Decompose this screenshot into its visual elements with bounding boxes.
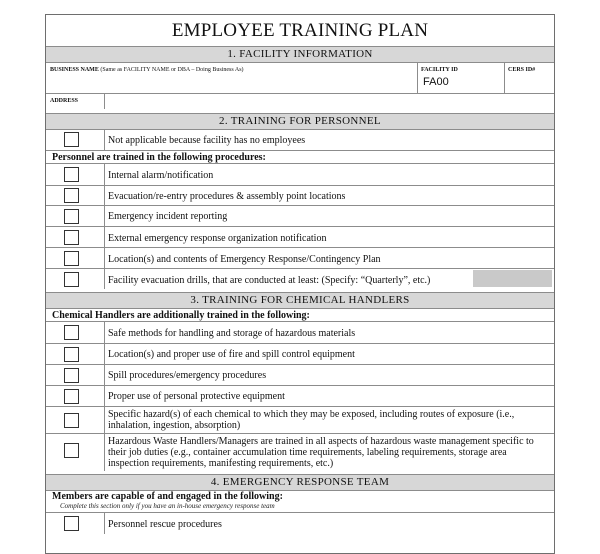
not-applicable-row xyxy=(46,129,554,150)
response-team-note: Complete this section only if you have an in-house emergency response team xyxy=(60,502,275,510)
address-label: ADDRESS xyxy=(50,98,79,104)
chemical-item-row xyxy=(46,343,554,364)
section-facility-information-header: 1. FACILITY INFORMATION xyxy=(46,46,554,62)
section-emergency-response-header: 4. EMERGENCY RESPONSE TEAM xyxy=(46,474,554,490)
chemical-item-checkbox[interactable] xyxy=(64,368,79,383)
personnel-subheading: Personnel are trained in the following procedures: xyxy=(46,150,554,163)
response-item-checkbox[interactable] xyxy=(64,516,79,531)
chemical-item-text: Proper use of personal protective equipment xyxy=(108,391,285,402)
address-row xyxy=(46,93,554,109)
training-plan-form xyxy=(45,14,555,554)
chemical-item-row xyxy=(46,385,554,406)
business-name-hint: (Same as FACILITY NAME or DBA – Doing Business As) xyxy=(100,67,244,73)
cers-id-label: CERS ID# xyxy=(508,67,536,73)
personnel-item-text: Facility evacuation drills, that are conducted at least: (Specify: “Quarterly”, etc.) xyxy=(108,275,431,286)
drill-frequency-input[interactable] xyxy=(473,270,552,287)
personnel-item-row xyxy=(46,226,554,247)
section-training-personnel-header: 2. TRAINING FOR PERSONNEL xyxy=(46,113,554,129)
personnel-item-checkbox[interactable] xyxy=(64,251,79,266)
personnel-item-checkbox[interactable] xyxy=(64,209,79,224)
business-name-label: BUSINESS NAME (Same as FACILITY NAME or DBA – Doing Business As) xyxy=(50,67,244,73)
personnel-item-text: External emergency response organization notification xyxy=(108,233,327,244)
personnel-item-row xyxy=(46,185,554,205)
chemical-item-text: Hazardous Waste Handlers/Managers are trained in all aspects of hazardous waste management specific to their job duties (e.g., container accumulation time requirements, labeling requirements, storage area inspection requirements, manifesting requirements, etc.) xyxy=(108,436,534,469)
section-chemical-handlers-header: 3. TRAINING FOR CHEMICAL HANDLERS xyxy=(46,292,554,308)
response-item-row xyxy=(46,512,554,534)
chemical-handlers-subheading: Chemical Handlers are additionally trained in the following: xyxy=(46,308,554,321)
personnel-item-checkbox[interactable] xyxy=(64,272,79,287)
response-item-text: Personnel rescue procedures xyxy=(108,519,222,530)
chemical-item-checkbox[interactable] xyxy=(64,413,79,428)
personnel-item-text: Emergency incident reporting xyxy=(108,211,228,222)
chemical-item-row xyxy=(46,321,554,343)
chemical-item-checkbox[interactable] xyxy=(64,443,79,458)
chemical-item-text: Spill procedures/emergency procedures xyxy=(108,370,267,381)
facility-id-value[interactable]: FA00 xyxy=(423,76,449,88)
chemical-item-checkbox[interactable] xyxy=(64,325,79,340)
personnel-item-row xyxy=(46,163,554,185)
chemical-item-row xyxy=(46,433,554,471)
form-title: EMPLOYEE TRAINING PLAN xyxy=(171,20,429,41)
not-applicable-checkbox[interactable] xyxy=(64,132,79,147)
chemical-item-text: Location(s) and proper use of fire and spill control equipment xyxy=(108,349,355,360)
business-name-row xyxy=(46,62,554,93)
chemical-item-row xyxy=(46,364,554,385)
facility-id-label: FACILITY ID xyxy=(421,67,458,73)
personnel-item-row xyxy=(46,205,554,226)
personnel-item-row xyxy=(46,268,554,289)
chemical-item-text: Safe methods for handling and storage of hazardous materials xyxy=(108,328,356,339)
chemical-item-checkbox[interactable] xyxy=(64,347,79,362)
response-team-subheading: Members are capable of and engaged in the following: xyxy=(46,490,554,502)
personnel-item-text: Evacuation/re-entry procedures & assembly point locations xyxy=(108,191,346,202)
personnel-item-checkbox[interactable] xyxy=(64,167,79,182)
personnel-item-checkbox[interactable] xyxy=(64,188,79,203)
personnel-item-checkbox[interactable] xyxy=(64,230,79,245)
personnel-item-text: Location(s) and contents of Emergency Response/Contingency Plan xyxy=(108,254,381,265)
personnel-item-row xyxy=(46,247,554,268)
chemical-item-checkbox[interactable] xyxy=(64,389,79,404)
personnel-item-text: Internal alarm/notification xyxy=(108,170,214,181)
not-applicable-text: Not applicable because facility has no employees xyxy=(108,135,306,146)
chemical-item-text: Specific hazard(s) of each chemical to which they may be exposed, including routes of exposure (i.e., inhalation, ingestion, absorption) xyxy=(108,409,515,431)
chemical-item-row xyxy=(46,406,554,433)
